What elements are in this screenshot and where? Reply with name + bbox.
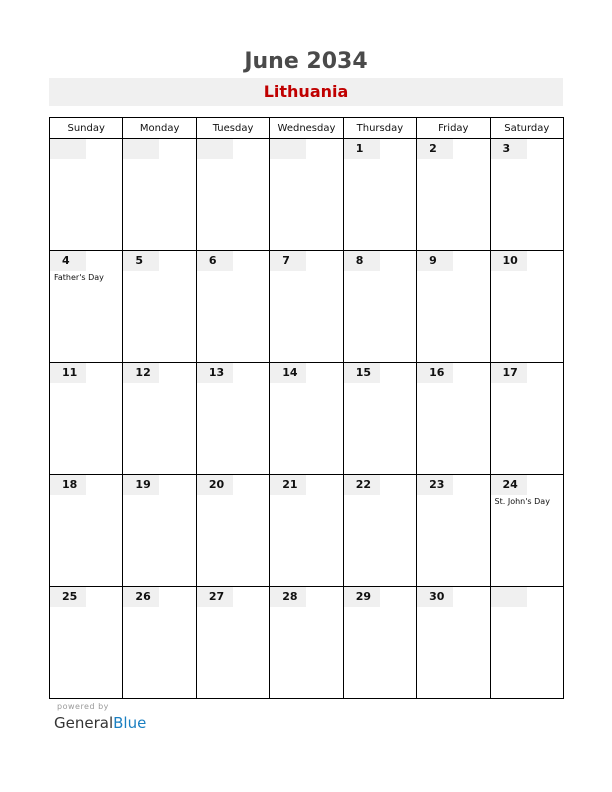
day-number: 27 <box>197 587 233 607</box>
day-cell <box>123 475 196 587</box>
day-number: 15 <box>344 363 380 383</box>
day-number: 18 <box>50 475 86 495</box>
day-cell <box>196 251 269 363</box>
day-number <box>123 139 159 159</box>
holiday-label: Father's Day <box>54 273 104 282</box>
weekday-header: Sunday <box>50 118 123 139</box>
day-number: 10 <box>491 251 527 271</box>
day-cell <box>343 475 416 587</box>
day-cell <box>196 475 269 587</box>
day-number: 4 <box>50 251 86 271</box>
brand-blue-text: Blue <box>113 714 147 732</box>
day-cell <box>50 139 123 251</box>
day-cell <box>490 251 563 363</box>
week-row <box>50 363 564 475</box>
day-cell <box>196 587 269 699</box>
day-cell <box>417 587 490 699</box>
day-number: 21 <box>270 475 306 495</box>
day-number: 24 <box>491 475 527 495</box>
country-banner <box>49 78 563 106</box>
country-name: Lithuania <box>263 82 349 101</box>
day-number: 16 <box>417 363 453 383</box>
day-number: 2 <box>417 139 453 159</box>
week-row <box>50 139 564 251</box>
day-cell <box>417 363 490 475</box>
week-row <box>50 475 564 587</box>
day-number: 9 <box>417 251 453 271</box>
calendar-title: June 2034 <box>244 49 368 74</box>
day-number: 30 <box>417 587 453 607</box>
day-cell <box>123 139 196 251</box>
day-cell <box>417 139 490 251</box>
day-number <box>50 139 86 159</box>
day-number: 5 <box>123 251 159 271</box>
day-number: 6 <box>197 251 233 271</box>
weekday-header: Monday <box>123 118 196 139</box>
day-cell <box>270 587 343 699</box>
day-cell <box>490 139 563 251</box>
footer <box>54 701 146 733</box>
day-number: 17 <box>491 363 527 383</box>
day-cell <box>270 251 343 363</box>
weekday-header: Thursday <box>343 118 416 139</box>
brand-logo <box>54 713 146 733</box>
day-cell <box>490 587 563 699</box>
weekday-header-row <box>50 118 564 139</box>
day-number: 11 <box>50 363 86 383</box>
day-cell <box>343 363 416 475</box>
day-number: 3 <box>491 139 527 159</box>
day-cell <box>123 363 196 475</box>
day-cell <box>490 363 563 475</box>
weekday-header: Tuesday <box>196 118 269 139</box>
day-number <box>197 139 233 159</box>
day-number: 13 <box>197 363 233 383</box>
day-number: 19 <box>123 475 159 495</box>
day-cell <box>417 475 490 587</box>
week-row <box>50 587 564 699</box>
day-number <box>491 587 527 607</box>
day-cell <box>343 139 416 251</box>
weekday-header: Wednesday <box>270 118 343 139</box>
day-cell <box>417 251 490 363</box>
day-cell <box>490 475 563 587</box>
day-cell <box>50 587 123 699</box>
day-cell <box>50 363 123 475</box>
day-number: 1 <box>344 139 380 159</box>
day-number: 14 <box>270 363 306 383</box>
day-cell <box>270 475 343 587</box>
day-cell <box>196 363 269 475</box>
calendar-grid <box>49 117 564 699</box>
day-number: 29 <box>344 587 380 607</box>
brand-general-text: General <box>54 714 114 732</box>
day-cell <box>50 251 123 363</box>
day-cell <box>270 363 343 475</box>
day-cell <box>50 475 123 587</box>
day-number: 26 <box>123 587 159 607</box>
day-number: 12 <box>123 363 159 383</box>
holiday-label: St. John's Day <box>494 497 550 506</box>
day-number: 22 <box>344 475 380 495</box>
week-row <box>50 251 564 363</box>
day-number: 7 <box>270 251 306 271</box>
day-cell <box>196 139 269 251</box>
day-number: 28 <box>270 587 306 607</box>
powered-by-label: powered by <box>57 702 109 711</box>
weekday-header: Saturday <box>490 118 563 139</box>
day-number: 8 <box>344 251 380 271</box>
day-number <box>270 139 306 159</box>
day-number: 23 <box>417 475 453 495</box>
calendar-body <box>50 139 564 699</box>
day-number: 25 <box>50 587 86 607</box>
day-cell <box>270 139 343 251</box>
day-cell <box>343 251 416 363</box>
weekday-header: Friday <box>417 118 490 139</box>
day-cell <box>123 251 196 363</box>
day-number: 20 <box>197 475 233 495</box>
day-cell <box>343 587 416 699</box>
day-cell <box>123 587 196 699</box>
